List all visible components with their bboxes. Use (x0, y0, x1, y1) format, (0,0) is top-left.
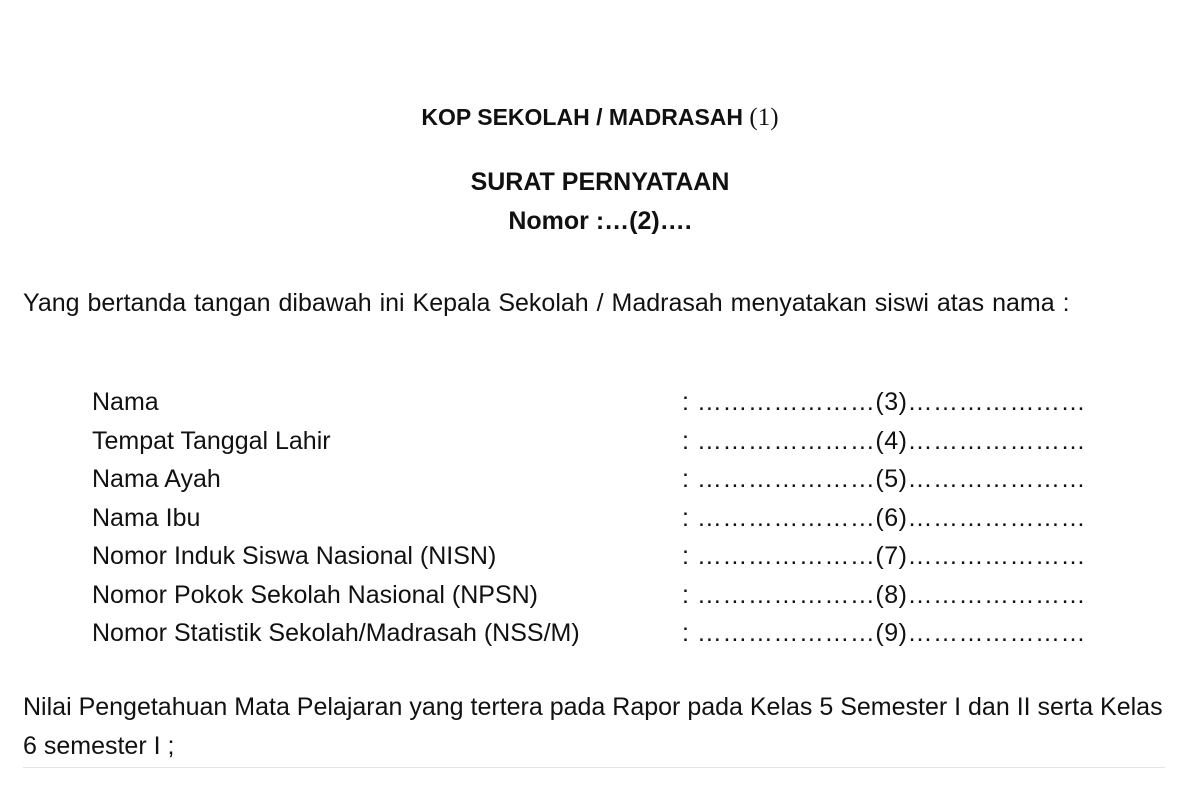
field-value: : …………………(7)………………… (682, 542, 1086, 570)
letterhead-text: KOP SEKOLAH / MADRASAH (421, 104, 744, 130)
field-value: : …………………(8)………………… (682, 580, 1086, 609)
field-row-nama-ayah (92, 460, 1182, 499)
field-value: : …………………(9)………………… (682, 619, 1086, 647)
field-row-nisn (92, 537, 1182, 576)
letterhead-number: (1) (749, 104, 779, 131)
field-row-npsn (92, 576, 1182, 615)
field-value: : …………………(6)………………… (682, 503, 1086, 532)
field-label: Nomor Statistik Sekolah/Madrasah (NSS/M) (92, 619, 580, 647)
field-row-nama (92, 383, 1182, 422)
document-title: SURAT PERNYATAAN (470, 168, 730, 196)
school-letterhead (0, 104, 1200, 132)
field-label: Nomor Pokok Sekolah Nasional (NPSN) (92, 580, 539, 609)
student-fields (92, 383, 1182, 653)
field-row-nssm (92, 614, 1182, 653)
field-label: Tempat Tanggal Lahir (92, 426, 331, 455)
page-divider (23, 767, 1165, 768)
field-value: : …………………(5)………………… (682, 465, 1086, 493)
field-value: : …………………(4)………………… (682, 426, 1086, 455)
intro-paragraph: Yang bertanda tangan dibawah ini Kepala Sekolah / Madrasah menyatakan siswi atas nama : (23, 289, 1070, 317)
field-row-nama-ibu (92, 499, 1182, 538)
field-label: Nama Ayah (92, 465, 221, 493)
field-label: Nama Ibu (92, 503, 201, 532)
field-row-ttl (92, 422, 1182, 461)
document-number: Nomor :…(2)…. (508, 207, 692, 235)
closing-paragraph: Nilai Pengetahuan Mata Pelajaran yang tertera pada Rapor pada Kelas 5 Semester I dan II serta Kelas 6 semester I ; (23, 693, 1163, 760)
field-label: Nomor Induk Siswa Nasional (NISN) (92, 542, 497, 570)
field-label: Nama (92, 388, 159, 416)
field-value: : …………………(3)………………… (682, 388, 1086, 416)
